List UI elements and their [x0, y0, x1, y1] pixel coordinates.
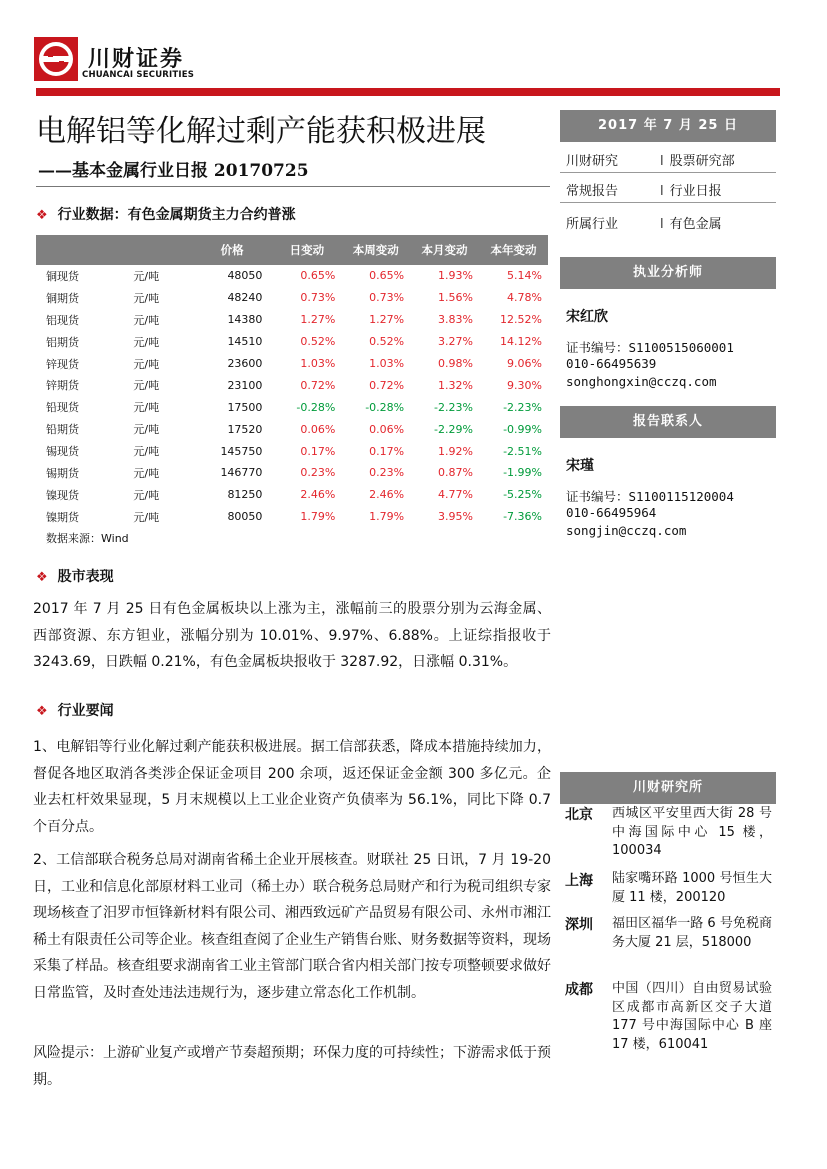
metal-name-cell: 锡期货: [46, 466, 79, 480]
day-change-cell: 0.72%: [300, 378, 336, 392]
table-row: [36, 440, 548, 462]
year-change-cell: 9.06%: [507, 357, 542, 370]
office-address-chengdu: 中国（四川）自由贸易试验区成都市高新区交子大道 177 号中海国际中心 B 座 17 楼，610041: [612, 981, 772, 1052]
section-market-title: ❖ 股市表现: [36, 569, 114, 585]
contact-cert: 证书编号：S1100115120004: [566, 489, 734, 504]
unit-cell: 元/吨: [133, 466, 160, 480]
price-cell: 17500: [227, 400, 263, 414]
contact-phone: 010-66495964: [566, 505, 657, 520]
year-change-cell: 5.14%: [507, 269, 542, 283]
metal-name-cell: 铜现货: [46, 269, 79, 283]
diamond-bullet-icon: ❖: [36, 704, 48, 719]
table-row: [36, 287, 548, 309]
day-change-cell: 0.52%: [300, 335, 336, 349]
office-address-beijing: 西城区平安里西大街 28 号中海国际中心 15 楼，100034: [612, 806, 772, 858]
metal-name-cell: 锌期货: [46, 379, 79, 393]
analyst-name: 宋红欣: [566, 309, 608, 325]
month-change-cell: 1.32%: [438, 378, 473, 392]
week-change-cell: 1.79%: [369, 510, 405, 524]
table-row: [36, 265, 548, 287]
month-change-cell: -2.23%: [434, 400, 473, 414]
table-row: [36, 506, 548, 528]
day-change-cell: 0.17%: [300, 444, 336, 458]
day-change-cell: 0.23%: [300, 466, 336, 480]
metal-name-cell: 铅现货: [46, 401, 79, 415]
price-cell: 145750: [220, 444, 263, 458]
unit-cell: 元/吨: [133, 379, 160, 393]
day-change-cell: 0.06%: [300, 422, 336, 436]
meta-report-type: 常规报告 l 行业日报: [566, 180, 618, 199]
week-change-cell: 0.17%: [369, 444, 405, 458]
year-change-cell: -2.23%: [503, 400, 542, 414]
unit-cell: 元/吨: [133, 401, 160, 415]
unit-cell: 元/吨: [133, 291, 160, 305]
section-news-title: ❖ 行业要闻: [36, 703, 114, 719]
metal-name-cell: 铜期货: [46, 291, 79, 305]
diamond-bullet-icon: ❖: [36, 208, 48, 223]
col-year-change: 本年变动: [479, 235, 548, 265]
metal-name-cell: 镍现货: [46, 488, 79, 502]
year-change-cell: -5.25%: [503, 488, 542, 502]
week-change-cell: 0.23%: [369, 466, 405, 480]
metal-name-cell: 镍期货: [46, 510, 79, 524]
week-change-cell: 1.27%: [369, 313, 405, 327]
table-row: [36, 331, 548, 353]
week-change-cell: 0.06%: [369, 422, 405, 436]
unit-cell: 元/吨: [133, 510, 160, 524]
month-change-cell: 1.56%: [438, 291, 473, 305]
table-row: [36, 484, 548, 506]
table-row: [36, 396, 548, 418]
divider: [560, 172, 776, 173]
office-city-shanghai: 上海: [565, 873, 593, 889]
day-change-cell: 0.73%: [300, 291, 336, 305]
day-change-cell: 2.46%: [300, 488, 336, 502]
price-cell: 14510: [227, 335, 263, 349]
year-change-cell: 9.30%: [507, 378, 542, 392]
office-address-shenzhen: 福田区福华一路 6 号免税商务大厦 21 层，518000: [612, 916, 772, 950]
analyst-cert: 证书编号：S1100515060001: [566, 340, 734, 355]
year-change-cell: 4.78%: [507, 291, 542, 305]
year-change-cell: 12.52%: [500, 313, 542, 327]
col-price: 价格: [192, 235, 273, 265]
risk-paragraph: 风险提示：上游矿业复产或增产节奏超预期；环保力度的可持续性；下游需求低于预期。: [33, 1045, 551, 1088]
price-cell: 48240: [227, 291, 263, 305]
day-change-cell: 1.03%: [300, 357, 336, 370]
price-cell: 146770: [220, 466, 263, 480]
office-address-shanghai: 陆家嘴环路 1000 号恒生大厦 11 楼，200120: [612, 871, 772, 905]
year-change-cell: -1.99%: [503, 466, 542, 480]
futures-table: [36, 235, 548, 528]
office-city-shenzhen: 深圳: [565, 917, 593, 933]
diamond-bullet-icon: ❖: [36, 570, 48, 585]
header-bar: [36, 88, 780, 96]
metal-name-cell: 锡现货: [46, 445, 79, 459]
brand-name-en: CHUANCAI SECURITIES: [82, 70, 195, 80]
analyst-email: songhongxin@cczq.com: [566, 374, 717, 389]
year-change-cell: -0.99%: [503, 422, 542, 436]
table-row: [36, 353, 548, 375]
analyst-phone: 010-66495639: [566, 356, 657, 371]
contact-email: songjin@cczq.com: [566, 523, 687, 538]
news-paragraph-1: 1、电解铝等行业化解过剩产能获积极进展。据工信部获悉，降成本措施持续加力，督促各地区取消各类涉企保证金项目 200 余项，返还保证金金额 300 多亿元。企业去杠杆效果显现，5 月末规模以上工业企业资产负债率为 56.1%，同比下降 0.7 个百分点。: [33, 739, 551, 835]
day-change-cell: -0.28%: [296, 400, 336, 414]
unit-cell: 元/吨: [133, 313, 160, 327]
month-change-cell: 1.93%: [438, 269, 473, 283]
col-day-change: 日变动: [272, 235, 341, 265]
table-row: [36, 374, 548, 396]
table-row: [36, 462, 548, 484]
report-date: 2017 年 7 月 25 日: [560, 110, 776, 142]
brand-name: 川财证券: [88, 47, 185, 72]
table-row: [36, 309, 548, 331]
month-change-cell: 4.77%: [438, 488, 473, 502]
news-paragraph-2: 2、工信部联合税务总局对湖南省稀土企业开展核查。财联社 25 日讯，7 月 19-20 日，工业和信息化部原材料工业司（稀土办）联合税务总局财产和行为税司组织专家现场核查了汨罗市恒锋新材料有限公司、湘西致远矿产品贸易有限公司、永州市湘江稀土有限责任公司等企业。核查组查阅了企业生产销售台账、财务数据等资料，现场采集了样品。核查组要求湖南省工业主管部门联合省内相关部门按专项整顿要求做好日常监管，及时查处违法违规行为，逐步建立常态化工作机制。: [33, 852, 551, 1001]
metal-name-cell: 铝现货: [46, 313, 79, 327]
report-title: 电解铝等化解过剩产能获积极进展: [36, 114, 486, 149]
month-change-cell: 3.27%: [438, 335, 473, 349]
month-change-cell: 1.92%: [438, 444, 473, 458]
price-cell: 14380: [227, 313, 263, 327]
unit-cell: 元/吨: [133, 357, 160, 371]
day-change-cell: 1.79%: [300, 510, 336, 524]
day-change-cell: 1.27%: [300, 313, 336, 327]
month-change-cell: 0.87%: [438, 466, 473, 480]
price-cell: 80050: [227, 510, 263, 524]
meta-research: 川财研究 l 股票研究部: [566, 150, 618, 169]
meta-industry: 所属行业 l 有色金属: [566, 213, 618, 232]
market-paragraph: 2017 年 7 月 25 日有色金属板块以上涨为主，涨幅前三的股票分别为云海金属、西部资源、东方钽业，涨幅分别为 10.01%、9.97%、6.88%。上证综指报收于 3243.69，日跌幅 0.21%，有色金属板块报收于 3287.92，日涨幅 0.31%。: [33, 601, 551, 670]
month-change-cell: 3.83%: [438, 313, 473, 327]
report-subtitle: ——基本金属行业日报 20170725: [38, 161, 309, 181]
year-change-cell: -7.36%: [503, 510, 542, 524]
analyst-header: 执业分析师: [560, 257, 776, 289]
price-cell: 81250: [227, 488, 263, 502]
week-change-cell: 0.65%: [369, 269, 405, 283]
metal-name-cell: 铅期货: [46, 423, 79, 437]
week-change-cell: 0.72%: [369, 378, 405, 392]
divider: [560, 202, 776, 203]
week-change-cell: 2.46%: [369, 488, 405, 502]
price-cell: 23100: [227, 378, 263, 392]
table-row: [36, 418, 548, 440]
week-change-cell: 1.03%: [369, 357, 405, 370]
col-month-change: 本月变动: [410, 235, 479, 265]
metal-name-cell: 锌现货: [46, 357, 79, 371]
col-week-change: 本周变动: [341, 235, 410, 265]
unit-cell: 元/吨: [133, 269, 160, 283]
month-change-cell: -2.29%: [434, 422, 473, 436]
contact-header: 报告联系人: [560, 406, 776, 438]
unit-cell: 元/吨: [133, 445, 160, 459]
unit-cell: 元/吨: [133, 488, 160, 502]
week-change-cell: 0.73%: [369, 291, 405, 305]
price-cell: 48050: [227, 269, 263, 283]
data-source: 数据来源：Wind: [46, 532, 129, 545]
week-change-cell: 0.52%: [369, 335, 405, 349]
metal-name-cell: 铝期货: [46, 335, 79, 349]
price-cell: 23600: [227, 357, 263, 370]
contact-name: 宋瑾: [566, 458, 594, 474]
year-change-cell: -2.51%: [503, 444, 542, 458]
brand-logo-icon: [34, 37, 78, 81]
price-cell: 17520: [227, 422, 263, 436]
institute-header: 川财研究所: [560, 772, 776, 804]
unit-cell: 元/吨: [133, 423, 160, 437]
unit-cell: 元/吨: [133, 335, 160, 349]
year-change-cell: 14.12%: [500, 335, 542, 349]
office-city-chengdu: 成都: [565, 982, 593, 998]
section-industry-data-title: ❖ 行业数据：有色金属期货主力合约普涨: [36, 207, 296, 223]
month-change-cell: 3.95%: [438, 510, 473, 524]
day-change-cell: 0.65%: [300, 269, 336, 283]
month-change-cell: 0.98%: [438, 357, 473, 370]
divider: [36, 186, 550, 187]
office-city-beijing: 北京: [565, 807, 593, 823]
week-change-cell: -0.28%: [365, 400, 405, 414]
